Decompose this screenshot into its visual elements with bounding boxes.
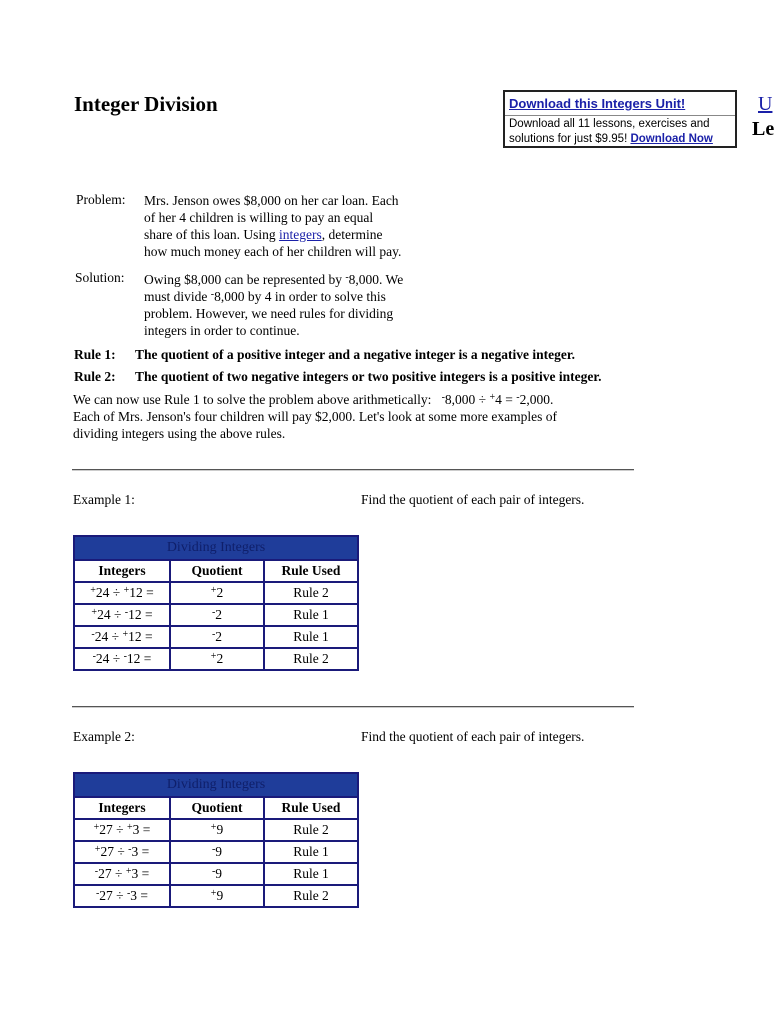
sign: - [91, 629, 95, 640]
sign: + [123, 585, 130, 596]
sign: - [211, 629, 216, 640]
integers-text: 24 ÷ [94, 629, 123, 644]
quotient-cell [170, 582, 264, 604]
sign: - [95, 888, 100, 899]
sign: - [211, 607, 216, 618]
solution-text-part: 8,000 by 4 in order to solve this [214, 289, 386, 304]
example-2-instruction: Find the quotient of each pair of integers. [361, 729, 585, 744]
integers-text: 12 = [129, 585, 154, 600]
problem-text [144, 192, 444, 260]
example-1-table [73, 535, 359, 671]
integers-cell [74, 819, 170, 841]
sign: - [210, 289, 215, 300]
conclusion-text-part: We can now use Rule 1 to solve the problem above arithmetically: [73, 392, 432, 407]
ad-body-line2: solutions for just $9.95! [509, 133, 628, 145]
sign: + [125, 866, 132, 877]
sign: - [441, 392, 445, 403]
problem-text-part: , determine [321, 227, 383, 242]
integers-text: 24 ÷ [97, 607, 125, 622]
integers-cell [74, 648, 170, 670]
solution-line: problem. However, we need rules for dividing [144, 306, 394, 321]
integers-text: 12 = [128, 629, 153, 644]
sign: - [211, 866, 216, 877]
problem-line [144, 226, 444, 243]
download-unit-link[interactable]: Download this Integers Unit! [509, 96, 686, 111]
column-header: Integers [74, 797, 170, 819]
sign: - [123, 651, 127, 662]
integers-text: 24 ÷ [95, 651, 124, 666]
integers-text: 3 = [131, 844, 150, 859]
example-2-label: Example 2: [73, 729, 135, 744]
sign: - [94, 866, 99, 877]
section-divider [72, 469, 634, 471]
solution-text-part: must divide [144, 289, 211, 304]
table-row [74, 885, 358, 907]
integers-text: 27 ÷ [98, 866, 126, 881]
rule-cell: Rule 2 [264, 582, 358, 604]
integers-text: 3 = [130, 888, 149, 903]
sign: + [210, 888, 217, 899]
integers-cell [74, 582, 170, 604]
page-title: Integer Division [74, 92, 218, 116]
solution-line: integers in order to continue. [144, 323, 300, 338]
quotient-cell [170, 863, 264, 885]
rule-cell: Rule 2 [264, 885, 358, 907]
sign: + [210, 585, 217, 596]
rule-cell: Rule 1 [264, 841, 358, 863]
sign: - [92, 651, 96, 662]
column-header: Quotient [170, 797, 264, 819]
rule-1-text: The quotient of a positive integer and a negative integer is a negative integer. [135, 347, 575, 362]
quotient-cell [170, 648, 264, 670]
rule-cell: Rule 1 [264, 863, 358, 885]
sign: + [210, 822, 217, 833]
problem-line: of her 4 children is willing to pay an equal [144, 210, 374, 225]
sign: + [94, 844, 101, 855]
quotient-text: 9 [216, 888, 224, 903]
quotient-text: 9 [215, 844, 223, 859]
sign: + [489, 392, 496, 403]
problem-label: Problem: [76, 192, 126, 207]
integers-link[interactable]: integers [278, 227, 322, 242]
problem-text-part: share of this loan. Using [144, 227, 279, 242]
rule-2-text: The quotient of two negative integers or two positive integers is a positive integer. [135, 369, 602, 384]
sign: - [516, 392, 520, 403]
solution-line [144, 271, 444, 288]
rule-cell: Rule 2 [264, 648, 358, 670]
quotient-text: 9 [215, 866, 223, 881]
quotient-cell [170, 819, 264, 841]
cutoff-link[interactable]: U [758, 93, 773, 115]
example-2-table [73, 772, 359, 908]
column-header: Integers [74, 560, 170, 582]
solution-label: Solution: [75, 270, 125, 285]
integers-cell [74, 863, 170, 885]
sign: + [93, 822, 100, 833]
sign: + [210, 651, 217, 662]
column-header: Quotient [170, 560, 264, 582]
download-ad-box [503, 90, 737, 148]
download-now-link[interactable]: Download Now [630, 133, 713, 145]
cutoff-heading: Le [752, 118, 774, 140]
quotient-text: 2 [215, 629, 223, 644]
quotient-cell [170, 841, 264, 863]
table-row [74, 841, 358, 863]
table-row [74, 863, 358, 885]
integers-text: 27 ÷ [99, 822, 127, 837]
rule-cell: Rule 1 [264, 604, 358, 626]
problem-line: how much money each of her children will pay. [144, 244, 402, 259]
quotient-text: 2 [216, 585, 224, 600]
ad-divider [505, 115, 735, 116]
table-row [74, 819, 358, 841]
integers-text: 27 ÷ [99, 888, 127, 903]
integers-text: 3 = [132, 822, 151, 837]
integers-text: 12 = [128, 607, 153, 622]
rule-2-label: Rule 2: [74, 369, 116, 384]
integers-text: 3 = [131, 866, 150, 881]
rule-cell: Rule 2 [264, 819, 358, 841]
quotient-text: 9 [216, 822, 224, 837]
table-row [74, 604, 358, 626]
quotient-text: 2 [216, 651, 224, 666]
example-1-instruction: Find the quotient of each pair of integers. [361, 492, 585, 507]
conclusion-line: dividing integers using the above rules. [73, 426, 286, 441]
table-caption: Dividing Integers [74, 773, 358, 797]
equation-part: 4 = [495, 392, 517, 407]
sign: - [126, 888, 131, 899]
quotient-text: 2 [215, 607, 223, 622]
quotient-cell [170, 885, 264, 907]
conclusion-line: Each of Mrs. Jenson's four children will pay $2,000. Let's look at some more examples of [73, 409, 558, 424]
sign: - [345, 272, 349, 283]
ad-body [509, 117, 713, 147]
sign: - [128, 844, 132, 855]
sign: + [126, 822, 133, 833]
equation-part: 8,000 ÷ [444, 392, 490, 407]
sign: + [122, 629, 129, 640]
equation-part: 2,000. [519, 392, 554, 407]
ad-body-line1: Download all 11 lessons, exercises and [509, 118, 710, 130]
integers-text: 12 = [126, 651, 152, 666]
conclusion-line [73, 391, 693, 408]
section-divider [72, 706, 634, 708]
column-header: Rule Used [264, 560, 358, 582]
table-row [74, 648, 358, 670]
integers-cell [74, 604, 170, 626]
integers-cell [74, 841, 170, 863]
table-row [74, 626, 358, 648]
integers-cell [74, 626, 170, 648]
solution-text [144, 271, 444, 339]
rule-cell: Rule 1 [264, 626, 358, 648]
solution-text-part: 8,000. We [348, 272, 404, 287]
quotient-cell [170, 626, 264, 648]
sign: + [90, 585, 96, 596]
sign: - [211, 844, 216, 855]
table-row [74, 582, 358, 604]
solution-line [144, 288, 444, 305]
rule-1-label: Rule 1: [74, 347, 116, 362]
integers-cell [74, 885, 170, 907]
sign: + [91, 607, 98, 618]
quotient-cell [170, 604, 264, 626]
example-1-label: Example 1: [73, 492, 135, 507]
sign: - [124, 607, 129, 618]
conclusion-text [73, 391, 693, 442]
solution-text-part: Owing $8,000 can be represented by [144, 272, 346, 287]
table-caption: Dividing Integers [74, 536, 358, 560]
column-header: Rule Used [264, 797, 358, 819]
integers-text: 27 ÷ [100, 844, 129, 859]
problem-line: Mrs. Jenson owes $8,000 on her car loan. Each [144, 193, 399, 208]
integers-text: 24 ÷ [95, 585, 124, 600]
